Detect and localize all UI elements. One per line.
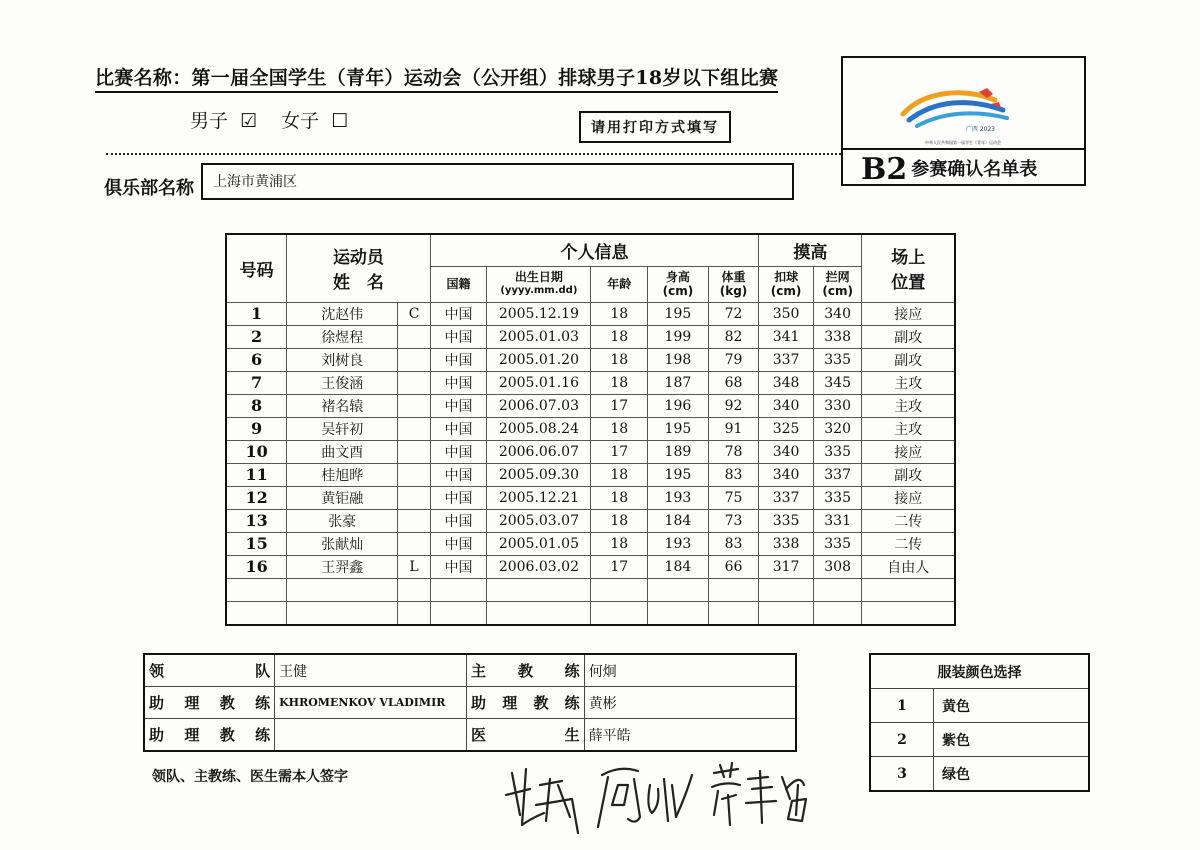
games-logo-icon [895, 84, 1015, 132]
player-block-reach: 335 [813, 440, 862, 463]
player-name: 张献灿 [287, 532, 398, 555]
player-position [862, 578, 955, 601]
player-weight: 78 [708, 440, 759, 463]
gender-male-checkbox[interactable]: ☑ [240, 110, 258, 132]
player-nationality [430, 578, 487, 601]
player-weight: 83 [708, 532, 759, 555]
player-dob: 2006.07.03 [487, 394, 591, 417]
header-athlete-line1: 运动员 [332, 248, 384, 269]
player-number: 6 [226, 348, 287, 371]
gender-selection [190, 106, 366, 133]
table-row [226, 417, 955, 440]
player-spike-reach [759, 578, 814, 601]
player-block-reach: 338 [813, 325, 862, 348]
player-name: 徐煜程 [287, 325, 398, 348]
player-spike-reach: 340 [759, 440, 814, 463]
header-dob-line1: 出生日期 [514, 270, 563, 284]
player-dob [487, 578, 591, 601]
player-age: 18 [591, 417, 648, 440]
player-position: 二传 [862, 532, 955, 555]
player-height: 189 [648, 440, 709, 463]
header-athlete-line2: 姓 名 [332, 273, 384, 294]
player-weight: 92 [708, 394, 759, 417]
player-spike-reach: 338 [759, 532, 814, 555]
header-personal-info: 个人信息 [430, 234, 759, 266]
player-name: 吴轩初 [287, 417, 398, 440]
player-number: 13 [226, 509, 287, 532]
player-dob: 2005.01.05 [487, 532, 591, 555]
assistant-coach-3-value[interactable] [275, 719, 467, 752]
player-spike-reach: 325 [759, 417, 814, 440]
player-weight: 79 [708, 348, 759, 371]
player-age: 17 [591, 555, 648, 578]
header-reach: 摸高 [759, 234, 862, 266]
assistant-coach-1-value[interactable]: KHROMENKOV VLADIMIR [275, 687, 467, 719]
player-position: 副攻 [862, 325, 955, 348]
doctor-value[interactable]: 薛平皓 [584, 719, 796, 752]
player-dob: 2005.08.24 [487, 417, 591, 440]
player-name: 张豪 [287, 509, 398, 532]
player-spike-reach: 341 [759, 325, 814, 348]
table-row [226, 486, 955, 509]
player-dob [487, 601, 591, 625]
player-spike-reach: 317 [759, 555, 814, 578]
player-role [398, 325, 430, 348]
uniform-color-value[interactable]: 黄色 [934, 689, 1090, 723]
player-role [398, 348, 430, 371]
player-dob: 2005.01.03 [487, 325, 591, 348]
player-age: 18 [591, 348, 648, 371]
player-name: 褚名辕 [287, 394, 398, 417]
player-spike-reach: 337 [759, 348, 814, 371]
player-role [398, 486, 430, 509]
player-height [648, 601, 709, 625]
player-age: 17 [591, 440, 648, 463]
player-block-reach: 320 [813, 417, 862, 440]
player-nationality: 中国 [430, 532, 487, 555]
header-age: 年龄 [591, 266, 648, 302]
print-instruction-note: 请用打印方式填写 [579, 111, 731, 143]
player-age: 18 [591, 463, 648, 486]
player-age: 18 [591, 486, 648, 509]
player-role [398, 601, 430, 625]
player-role [398, 371, 430, 394]
player-height: 184 [648, 509, 709, 532]
header-height-line2: (cm) [662, 284, 694, 298]
games-logo-box [841, 56, 1086, 186]
player-height: 193 [648, 532, 709, 555]
player-height: 184 [648, 555, 709, 578]
player-dob: 2005.03.07 [487, 509, 591, 532]
player-block-reach: 335 [813, 486, 862, 509]
player-block-reach [813, 578, 862, 601]
gender-male-label: 男子 [190, 110, 229, 132]
player-age [591, 578, 648, 601]
player-height: 195 [648, 302, 709, 325]
player-dob: 2005.12.21 [487, 486, 591, 509]
header-block [813, 266, 862, 302]
player-name: 王羿鑫 [287, 555, 398, 578]
player-spike-reach: 340 [759, 394, 814, 417]
player-height: 196 [648, 394, 709, 417]
header-block-line1: 拦网 [825, 270, 850, 284]
player-age: 18 [591, 302, 648, 325]
player-position: 主攻 [862, 394, 955, 417]
competition-title: 比赛名称：第一届全国学生（青年）运动会（公开组）排球男子18岁以下组比赛 [95, 63, 778, 93]
uniform-color-index: 3 [870, 757, 934, 792]
handwritten-signatures [500, 755, 820, 845]
table-row [226, 394, 955, 417]
player-role [398, 463, 430, 486]
player-name: 沈赵伟 [287, 302, 398, 325]
player-age: 18 [591, 325, 648, 348]
player-height: 195 [648, 417, 709, 440]
gender-female-checkbox[interactable]: ☐ [331, 110, 349, 132]
head-coach-label: 主 教 练 [467, 654, 585, 687]
assistant-coach-label-2: 助 理 教 练 [467, 687, 585, 719]
player-position: 主攻 [862, 417, 955, 440]
player-number: 12 [226, 486, 287, 509]
player-nationality: 中国 [430, 509, 487, 532]
doctor-label: 医 生 [467, 719, 585, 752]
table-row [226, 555, 955, 578]
player-name [287, 578, 398, 601]
player-number [226, 578, 287, 601]
player-spike-reach: 348 [759, 371, 814, 394]
player-number: 8 [226, 394, 287, 417]
player-weight: 66 [708, 555, 759, 578]
player-name: 曲文酉 [287, 440, 398, 463]
list-item [870, 723, 1089, 757]
uniform-color-index: 2 [870, 723, 934, 757]
player-position: 接应 [862, 486, 955, 509]
player-position: 接应 [862, 302, 955, 325]
player-weight [708, 578, 759, 601]
signature-note: 领队、主教练、医生需本人签字 [152, 769, 348, 785]
header-position-line1: 场上 [891, 248, 926, 269]
header-dob-line2: (yyyy.mm.dd) [500, 285, 578, 296]
player-block-reach: 330 [813, 394, 862, 417]
roster-body [226, 302, 955, 625]
table-row [226, 463, 955, 486]
player-nationality: 中国 [430, 463, 487, 486]
player-nationality: 中国 [430, 371, 487, 394]
table-row [226, 578, 955, 601]
player-number: 15 [226, 532, 287, 555]
player-block-reach: 340 [813, 302, 862, 325]
header-spike-line2: (cm) [770, 284, 802, 298]
form-title-text: 参赛确认名单表 [911, 159, 1038, 180]
player-number: 2 [226, 325, 287, 348]
list-item [870, 757, 1089, 792]
player-role [398, 394, 430, 417]
table-row [226, 302, 955, 325]
player-dob: 2005.01.16 [487, 371, 591, 394]
player-spike-reach: 337 [759, 486, 814, 509]
table-row [226, 509, 955, 532]
uniform-color-value[interactable]: 绿色 [934, 757, 1090, 792]
player-number: 16 [226, 555, 287, 578]
header-weight-line1: 体重 [721, 270, 746, 284]
header-nationality: 国籍 [430, 266, 487, 302]
player-age: 18 [591, 371, 648, 394]
team-leader-label: 领 队 [144, 654, 275, 687]
player-weight: 83 [708, 463, 759, 486]
header-position [862, 234, 955, 302]
assistant-coach-2-value[interactable]: 黄彬 [584, 687, 796, 719]
player-name: 黄钜融 [287, 486, 398, 509]
player-nationality: 中国 [430, 302, 487, 325]
header-spike [759, 266, 814, 302]
logo-caption: 中华人民共和国第一届学生（青年）运动会 [925, 140, 1001, 145]
club-name-value: 上海市黄浦区 [213, 174, 297, 190]
player-name: 刘树良 [287, 348, 398, 371]
table-row [226, 601, 955, 625]
header-dob [487, 266, 591, 302]
table-row [226, 440, 955, 463]
player-role [398, 440, 430, 463]
player-height: 199 [648, 325, 709, 348]
player-dob: 2005.12.19 [487, 302, 591, 325]
player-nationality: 中国 [430, 440, 487, 463]
player-weight: 91 [708, 417, 759, 440]
player-weight: 68 [708, 371, 759, 394]
player-number: 9 [226, 417, 287, 440]
player-block-reach: 345 [813, 371, 862, 394]
club-name-field[interactable] [201, 163, 794, 200]
player-height: 187 [648, 371, 709, 394]
player-age: 17 [591, 394, 648, 417]
uniform-color-title: 服装颜色选择 [870, 654, 1089, 689]
player-block-reach: 337 [813, 463, 862, 486]
header-athlete-name [287, 234, 431, 302]
player-weight: 72 [708, 302, 759, 325]
player-position: 主攻 [862, 371, 955, 394]
uniform-color-index: 1 [870, 689, 934, 723]
table-row [226, 348, 955, 371]
player-height: 195 [648, 463, 709, 486]
player-age [591, 601, 648, 625]
player-name: 王俊涵 [287, 371, 398, 394]
player-spike-reach: 335 [759, 509, 814, 532]
header-height [648, 266, 709, 302]
player-name [287, 601, 398, 625]
player-number: 7 [226, 371, 287, 394]
player-role [398, 509, 430, 532]
player-weight: 82 [708, 325, 759, 348]
player-nationality: 中国 [430, 348, 487, 371]
player-name: 桂旭晔 [287, 463, 398, 486]
header-weight [708, 266, 759, 302]
player-spike-reach: 350 [759, 302, 814, 325]
club-name-label: 俱乐部名称 [104, 178, 194, 199]
form-title [861, 152, 1037, 187]
team-leader-value[interactable]: 王健 [275, 654, 467, 687]
table-row [226, 532, 955, 555]
player-dob: 2005.09.30 [487, 463, 591, 486]
player-position: 副攻 [862, 348, 955, 371]
assistant-coach-label-3: 助 理 教 练 [144, 719, 275, 752]
player-role: C [398, 302, 430, 325]
player-height: 193 [648, 486, 709, 509]
player-block-reach: 331 [813, 509, 862, 532]
header-spike-line1: 扣球 [774, 270, 799, 284]
player-role: L [398, 555, 430, 578]
player-dob: 2005.01.20 [487, 348, 591, 371]
player-nationality: 中国 [430, 486, 487, 509]
player-block-reach [813, 601, 862, 625]
logo-separator [843, 148, 1084, 150]
dotted-divider [106, 153, 841, 155]
player-nationality: 中国 [430, 417, 487, 440]
assistant-coach-label-1: 助 理 教 练 [144, 687, 275, 719]
form-code: B2 [861, 152, 908, 187]
header-height-line1: 身高 [665, 270, 690, 284]
player-role [398, 578, 430, 601]
uniform-color-value[interactable]: 紫色 [934, 723, 1090, 757]
roster-table [225, 233, 956, 626]
player-block-reach: 308 [813, 555, 862, 578]
player-position [862, 601, 955, 625]
player-number [226, 601, 287, 625]
uniform-color-body [870, 689, 1089, 792]
player-spike-reach: 340 [759, 463, 814, 486]
player-dob: 2006.06.07 [487, 440, 591, 463]
player-number: 11 [226, 463, 287, 486]
player-nationality: 中国 [430, 555, 487, 578]
header-number: 号码 [226, 234, 287, 302]
player-height [648, 578, 709, 601]
player-age: 18 [591, 509, 648, 532]
header-position-line2: 位置 [891, 273, 926, 294]
staff-table [143, 653, 797, 752]
head-coach-value[interactable]: 何炯 [584, 654, 796, 687]
player-block-reach: 335 [813, 348, 862, 371]
player-position: 副攻 [862, 463, 955, 486]
logo-year-text: 广西 2023 [965, 126, 995, 132]
player-role [398, 417, 430, 440]
header-block-line2: (cm) [822, 284, 853, 298]
list-item [870, 689, 1089, 723]
table-row [226, 325, 955, 348]
player-number: 10 [226, 440, 287, 463]
player-nationality [430, 601, 487, 625]
player-weight [708, 601, 759, 625]
player-weight: 73 [708, 509, 759, 532]
player-number: 1 [226, 302, 287, 325]
player-dob: 2006.03.02 [487, 555, 591, 578]
table-row [226, 371, 955, 394]
header-weight-line2: (kg) [719, 284, 748, 298]
player-nationality: 中国 [430, 394, 487, 417]
player-weight: 75 [708, 486, 759, 509]
uniform-color-table [869, 653, 1090, 792]
player-position: 二传 [862, 509, 955, 532]
player-age: 18 [591, 532, 648, 555]
player-nationality: 中国 [430, 325, 487, 348]
player-spike-reach [759, 601, 814, 625]
gender-female-label: 女子 [281, 110, 320, 132]
player-height: 198 [648, 348, 709, 371]
player-position: 自由人 [862, 555, 955, 578]
player-position: 接应 [862, 440, 955, 463]
player-block-reach: 335 [813, 532, 862, 555]
player-role [398, 532, 430, 555]
